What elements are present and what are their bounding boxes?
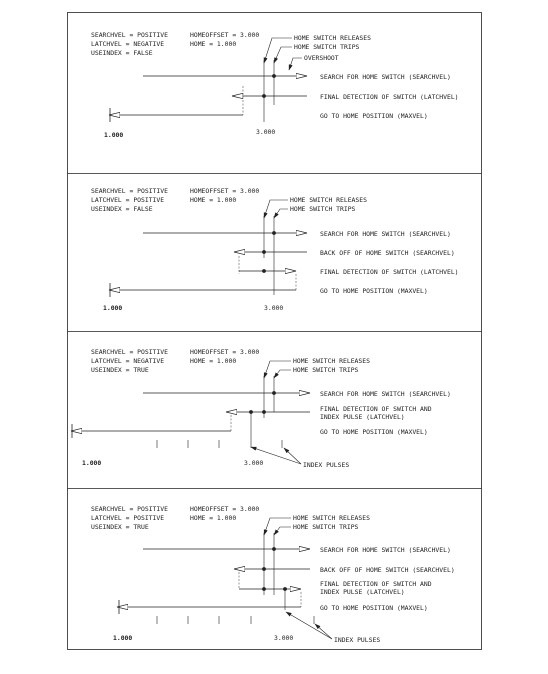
move-label-latch: FINAL DETECTION OF SWITCH (LATCHVEL) bbox=[320, 93, 459, 101]
callout-overshoot: OVERSHOOT bbox=[304, 54, 339, 62]
home-value: 1.000 bbox=[113, 634, 133, 642]
home-value: 1.000 bbox=[104, 131, 124, 139]
move-label-latch: FINAL DETECTION OF SWITCH AND bbox=[320, 405, 432, 413]
move-label-home: GO TO HOME POSITION (MAXVEL) bbox=[320, 112, 428, 120]
index-pulses-label: INDEX PULSES bbox=[303, 461, 350, 469]
param-useindex: USEINDEX = TRUE bbox=[91, 523, 149, 531]
panel-2 bbox=[91, 187, 459, 312]
param-searchvel: SEARCHVEL = POSITIVE bbox=[91, 505, 168, 513]
move-label-search: SEARCH FOR HOME SWITCH (SEARCHVEL) bbox=[320, 546, 451, 554]
home-value: 1.000 bbox=[82, 459, 102, 467]
param-useindex: USEINDEX = FALSE bbox=[91, 205, 153, 213]
move-label-search: SEARCH FOR HOME SWITCH (SEARCHVEL) bbox=[320, 390, 451, 398]
param-latchvel: LATCHVEL = POSITIVE bbox=[91, 196, 165, 204]
param-homeoffset: HOMEOFFSET = 3.000 bbox=[190, 187, 260, 195]
callout-switch-releases: HOME SWITCH RELEASES bbox=[293, 357, 370, 365]
param-home: HOME = 1.000 bbox=[190, 40, 237, 48]
index-pulses-label: INDEX PULSES bbox=[334, 636, 381, 644]
param-latchvel: LATCHVEL = NEGATIVE bbox=[91, 357, 165, 365]
callout-switch-releases: HOME SWITCH RELEASES bbox=[290, 196, 367, 204]
param-searchvel: SEARCHVEL = POSITIVE bbox=[91, 31, 168, 39]
move-label-home: GO TO HOME POSITION (MAXVEL) bbox=[320, 287, 428, 295]
offset-value: 3.000 bbox=[264, 304, 284, 312]
param-useindex: USEINDEX = FALSE bbox=[91, 49, 153, 57]
move-label-home: GO TO HOME POSITION (MAXVEL) bbox=[320, 604, 428, 612]
callout-switch-trips: HOME SWITCH TRIPS bbox=[290, 205, 356, 213]
param-homeoffset: HOMEOFFSET = 3.000 bbox=[190, 31, 260, 39]
panel-3 bbox=[71, 348, 451, 469]
callout-switch-releases: HOME SWITCH RELEASES bbox=[293, 514, 370, 522]
panel-4 bbox=[91, 505, 455, 644]
offset-value: 3.000 bbox=[256, 128, 276, 136]
index-pulse-ticks bbox=[157, 440, 282, 448]
move-label-backoff: BACK OFF OF HOME SWITCH (SEARCHVEL) bbox=[320, 566, 455, 574]
param-searchvel: SEARCHVEL = POSITIVE bbox=[91, 187, 168, 195]
param-latchvel: LATCHVEL = POSITIVE bbox=[91, 514, 165, 522]
callout-switch-trips: HOME SWITCH TRIPS bbox=[293, 366, 359, 374]
move-label-backoff: BACK OFF OF HOME SWITCH (SEARCHVEL) bbox=[320, 249, 455, 257]
move-label-latch: FINAL DETECTION OF SWITCH AND bbox=[320, 580, 432, 588]
param-latchvel: LATCHVEL = NEGATIVE bbox=[91, 40, 165, 48]
param-searchvel: SEARCHVEL = POSITIVE bbox=[91, 348, 168, 356]
move-label-latch-2: INDEX PULSE (LATCHVEL) bbox=[320, 413, 405, 421]
move-label-search: SEARCH FOR HOME SWITCH (SEARCHVEL) bbox=[320, 73, 451, 81]
callout-switch-releases: HOME SWITCH RELEASES bbox=[294, 34, 371, 42]
offset-value: 3.000 bbox=[274, 634, 294, 642]
move-label-latch-2: INDEX PULSE (LATCHVEL) bbox=[320, 588, 405, 596]
param-home: HOME = 1.000 bbox=[190, 514, 237, 522]
callout-switch-trips: HOME SWITCH TRIPS bbox=[294, 43, 360, 51]
move-label-search: SEARCH FOR HOME SWITCH (SEARCHVEL) bbox=[320, 230, 451, 238]
param-home: HOME = 1.000 bbox=[190, 357, 237, 365]
panel-1 bbox=[91, 31, 459, 139]
move-label-home: GO TO HOME POSITION (MAXVEL) bbox=[320, 428, 428, 436]
offset-value: 3.000 bbox=[244, 459, 264, 467]
home-value: 1.000 bbox=[103, 304, 123, 312]
param-homeoffset: HOMEOFFSET = 3.000 bbox=[190, 505, 260, 513]
param-home: HOME = 1.000 bbox=[190, 196, 237, 204]
param-useindex: USEINDEX = TRUE bbox=[91, 366, 149, 374]
index-pulse-ticks bbox=[157, 616, 314, 624]
callout-switch-trips: HOME SWITCH TRIPS bbox=[293, 523, 359, 531]
param-homeoffset: HOMEOFFSET = 3.000 bbox=[190, 348, 260, 356]
move-label-latch: FINAL DETECTION OF SWITCH (LATCHVEL) bbox=[320, 268, 459, 276]
